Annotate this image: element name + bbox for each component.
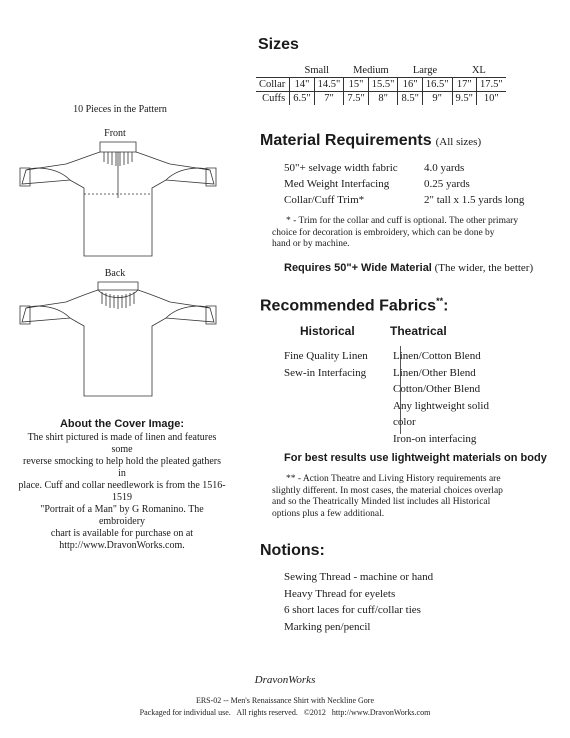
note-line: choice for decoration is embroidery, which can be done by xyxy=(272,227,495,238)
table-cell: 16" xyxy=(398,78,422,92)
about-line: reverse smocking to help hold the pleated gathers in xyxy=(23,456,221,479)
list-item: Sew-in Interfacing xyxy=(284,366,367,379)
table-cell: 14.5" xyxy=(314,78,344,92)
pieces-caption: 10 Pieces in the Pattern xyxy=(73,104,167,115)
list-item: Linen/Other Blend xyxy=(393,366,476,379)
about-line: place. Cuff and collar needlework is from the 1516-1519 xyxy=(18,480,226,503)
size-group-medium: Medium xyxy=(344,64,398,78)
material-value: 4.0 yards xyxy=(424,162,465,174)
table-cell: 15.5" xyxy=(368,78,398,92)
requires-bold: Requires 50"+ Wide Material xyxy=(284,262,432,274)
theatrical-list xyxy=(393,348,489,447)
material-note xyxy=(272,216,562,251)
table-cell: 15" xyxy=(344,78,368,92)
about-line: "Portrait of a Man" by G Romanino. The embroidery xyxy=(40,504,204,527)
footer-line-1: ERS-02 -- Men's Renaissance Shirt with Neckline Gore xyxy=(195,696,375,705)
about-line: http://www.DravonWorks.com. xyxy=(59,540,185,551)
list-item: color xyxy=(393,416,416,428)
material-row xyxy=(284,162,465,178)
material-name: Collar/Cuff Trim* xyxy=(284,194,365,206)
sizes-table xyxy=(256,64,506,105)
table-cell: 17" xyxy=(452,78,476,92)
best-results: For best results use lightweight materials on body xyxy=(284,452,547,464)
material-name: 50"+ selvage width fabric xyxy=(284,162,398,174)
table-cell: 8.5" xyxy=(398,92,422,106)
note-line: and so the Theatrically Minded list includes all Historical xyxy=(272,497,491,507)
table-cell: 9.5" xyxy=(452,92,476,106)
material-row xyxy=(284,178,470,194)
shirt-front-illustration xyxy=(18,138,218,262)
material-value: 0.25 yards xyxy=(424,178,470,190)
sizes-title: Sizes xyxy=(258,36,299,53)
table-cell: 9" xyxy=(422,92,452,106)
row-label-collar: Collar xyxy=(256,78,290,92)
note-line: * - Trim for the collar and cuff is optional. The other primary xyxy=(286,216,519,226)
fabrics-heading xyxy=(260,296,448,315)
material-row xyxy=(284,194,525,210)
table-cell: 6.5" xyxy=(290,92,314,106)
table-cell: 16.5" xyxy=(422,78,452,92)
historical-header: Historical xyxy=(300,324,355,338)
front-label: Front xyxy=(104,128,126,139)
historical-list xyxy=(284,348,368,381)
row-label-cuffs: Cuffs xyxy=(262,93,286,104)
material-name: Med Weight Interfacing xyxy=(284,178,390,190)
table-cell: 7.5" xyxy=(344,92,368,106)
list-item: Heavy Thread for eyelets xyxy=(284,587,396,600)
dravonworks-logo: DravonWorks xyxy=(254,674,316,686)
material-subtitle: (All sizes) xyxy=(435,136,482,148)
list-item: Iron-on interfacing xyxy=(393,432,477,445)
list-item: Any lightweight solid xyxy=(393,399,489,412)
note-line: slightly different. In most cases, the material choices overlap xyxy=(272,485,503,496)
list-item: Linen/Cotton Blend xyxy=(393,350,481,362)
shirt-back-illustration xyxy=(18,278,218,402)
about-line: The shirt pictured is made of linen and features some xyxy=(27,432,217,455)
list-item: 6 short laces for cuff/collar ties xyxy=(284,604,421,616)
size-group-small: Small xyxy=(290,64,344,78)
table-cell: 14" xyxy=(290,78,314,92)
about-cover-section xyxy=(18,418,226,552)
list-item: Sewing Thread - machine or hand xyxy=(284,571,434,583)
about-line: chart is available for purchase on at xyxy=(50,528,194,539)
table-cell: 8" xyxy=(368,92,398,106)
fabrics-note xyxy=(272,474,562,520)
material-title: Material Requirements xyxy=(260,132,432,149)
theatrical-header: Theatrical xyxy=(390,324,447,338)
table-cell: 17.5" xyxy=(476,78,505,92)
requires-line xyxy=(284,262,533,274)
footer-line-2: Packaged for individual use. All rights reserved. ©2012 http://www.DravonWorks.com xyxy=(139,708,431,717)
back-label: Back xyxy=(104,268,126,279)
table-cell: 10" xyxy=(476,92,505,106)
fabrics-title-colon: : xyxy=(443,297,449,315)
note-line: options plus a few additional. xyxy=(272,508,385,519)
list-item: Fine Quality Linen xyxy=(284,350,368,362)
note-line: ** - Action Theatre and Living History requirements are xyxy=(286,474,501,484)
fabrics-title-mark: ** xyxy=(436,296,444,306)
list-item: Marking pen/pencil xyxy=(284,620,371,633)
note-line: hand or by machine. xyxy=(272,239,350,249)
list-item: Cotton/Other Blend xyxy=(393,383,481,395)
material-heading xyxy=(260,132,481,150)
table-cell: 7" xyxy=(314,92,344,106)
notions-list xyxy=(284,569,433,635)
notions-title: Notions: xyxy=(260,542,325,559)
size-group-xl: XL xyxy=(452,64,506,78)
about-title: About the Cover Image: xyxy=(59,418,185,430)
requires-rest: (The wider, the better) xyxy=(434,262,534,274)
size-group-large: Large xyxy=(398,64,452,78)
fabrics-title: Recommended Fabrics xyxy=(260,297,437,315)
material-value: 2" tall x 1.5 yards long xyxy=(424,194,525,206)
